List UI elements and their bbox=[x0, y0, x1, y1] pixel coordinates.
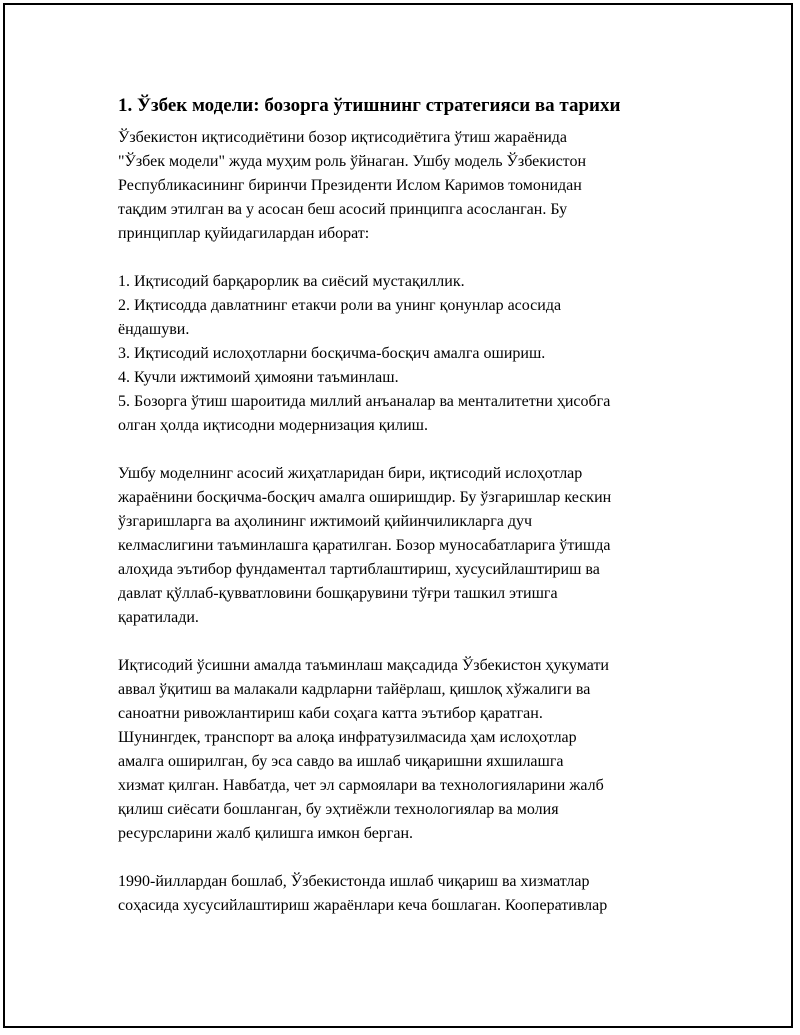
text-line: алоҳида эътибор фундаментал тартиблаштириш, хусусийлаштириш ва bbox=[118, 561, 600, 578]
list-item: олган ҳолда иқтисодни модернизация қилиш. bbox=[118, 417, 428, 434]
text-line: "Ўзбек модели" жуда муҳим роль ўйнаган. Ушбу модель Ўзбекистон bbox=[118, 153, 587, 170]
text-line: аввал ўқитиш ва малакали кадрларни тайёрлаш, қишлоқ хўжалиги ва bbox=[118, 681, 591, 698]
principles-list bbox=[118, 270, 698, 438]
text-line: ресурсларини жалб қилишга имкон берган. bbox=[118, 825, 414, 842]
text-line: саноатни ривожлантириш каби соҳага катта эътибор қаратган. bbox=[118, 705, 543, 722]
text-line: соҳасида хусусийлаштириш жараёнлари кеча бошлаган. Кооперативлар bbox=[118, 897, 608, 914]
text-line: 1990-йиллардан бошлаб, Ўзбекистонда ишлаб чиқариш ва хизматлар bbox=[118, 873, 590, 890]
list-item: 1. Иқтисодий барқарорлик ва сиёсий мустақиллик. bbox=[118, 273, 465, 290]
paragraph-2 bbox=[118, 462, 698, 630]
list-item: ёндашуви. bbox=[118, 321, 190, 338]
text-line: қилиш сиёсати бошланган, бу эҳтиёжли технологиялар ва молия bbox=[118, 801, 559, 818]
paragraph-gap bbox=[118, 630, 698, 654]
text-line: принциплар қуйидагилардан иборат: bbox=[118, 225, 370, 242]
list-item: 4. Кучли ижтимоий ҳимояни таъминлаш. bbox=[118, 369, 399, 386]
text-line: давлат қўллаб-қувватловини бошқарувини тўғри ташкил этишга bbox=[118, 585, 558, 602]
text-line: амалга оширилган, бу эса савдо ва ишлаб чиқаришни яхшилашга bbox=[118, 753, 564, 770]
text-line: Иқтисодий ўсишни амалда таъминлаш мақсадида Ўзбекистон ҳукумати bbox=[118, 657, 609, 674]
text-line: тақдим этилган ва у асосан беш асосий принципга асосланган. Бу bbox=[118, 201, 568, 218]
text-line: хизмат қилган. Навбатда, чет эл сармоялари ва технологияларини жалб bbox=[118, 777, 604, 794]
text-line: Шунингдек, транспорт ва алоқа инфратузилмасида ҳам ислоҳотлар bbox=[118, 729, 577, 746]
text-line: қаратилади. bbox=[118, 609, 199, 626]
text-line: ўзгаришларга ва аҳолининг ижтимоий қийинчиликларга дуч bbox=[118, 513, 533, 530]
text-line: Республикасининг биринчи Президенти Ислом Каримов томонидан bbox=[118, 177, 582, 194]
text-line: келмаслигини таъминлашга қаратилган. Бозор муносабатларига ўтишда bbox=[118, 537, 611, 554]
list-item: 5. Бозорга ўтиш шароитида миллий анъаналар ва менталитетни ҳисобга bbox=[118, 393, 611, 410]
intro-paragraph bbox=[118, 126, 698, 246]
document-title: 1. Ўзбек модели: бозорга ўтишнинг стратегияси ва тарихи bbox=[118, 95, 621, 116]
paragraph-3 bbox=[118, 654, 698, 846]
list-item: 3. Иқтисодий ислоҳотларни босқичма-босқич амалга ошириш. bbox=[118, 345, 546, 362]
document-body bbox=[118, 92, 698, 918]
text-line: жараёнини босқичма-босқич амалга оширишдир. Бу ўзгаришлар кескин bbox=[118, 489, 612, 506]
list-item: 2. Иқтисодда давлатнинг етакчи роли ва унинг қонунлар асосида bbox=[118, 297, 562, 314]
text-line: Ўзбекистон иқтисодиётини бозор иқтисодиётига ўтиш жараёнида bbox=[118, 129, 567, 146]
paragraph-gap bbox=[118, 438, 698, 462]
paragraph-gap bbox=[118, 246, 698, 270]
text-line: Ушбу моделнинг асосий жиҳатларидан бири, иқтисодий ислоҳотлар bbox=[118, 465, 583, 482]
paragraph-gap bbox=[118, 846, 698, 870]
paragraph-4 bbox=[118, 870, 698, 918]
